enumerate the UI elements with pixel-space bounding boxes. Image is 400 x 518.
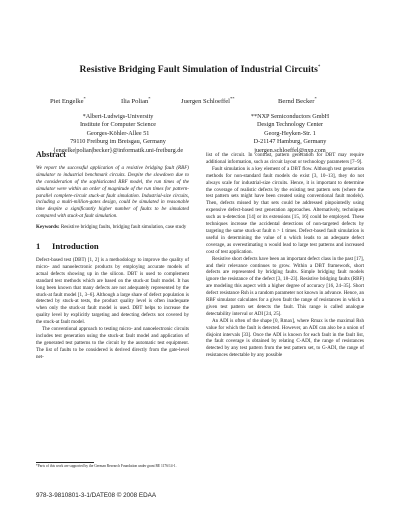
abstract-heading: Abstract (36, 150, 66, 159)
body-paragraph: Fault simulation is a key element of a DBT flow. Although test generation methods for non-standard fault models do exist [3, 10–13], they do not always scale for industrial-size circuits. Hence, it is important to determine the coverage of realistic defects by the existing test pattern sets (where the test pattern sets might have been created using conventional fault models). Then, defects missed by that sets could be addressed pinpointedly using expensive defect-based test generation approaches. Alternatively, techniques such as n-detection [14] or its extensions [15, 16] could be employed. These techniques increase the accidental detections of non-targeted defects by targeting the same stuck-at fault n > 1 times. Defect-based fault simulation is useful in determining the value of n which leads to an adequate defect coverage, as overestimating n would lead to large test patterns and increased cost of test application. (206, 165, 364, 255)
affiliation-freiburg (28, 113, 208, 155)
affiliation-line: D-21147 Hamburg, Germany (253, 138, 327, 146)
author: Juergen Schloeffel** (181, 96, 235, 106)
author: Ilia Polian* (121, 96, 151, 106)
affiliation-line: Institute for Computer Science (79, 121, 157, 129)
affiliation-line: Georges-Köhler-Allee 51 (86, 129, 150, 137)
page-footer: 978-3-9810801-3-1/DATE08 © 2008 EDAA (36, 492, 157, 499)
footnote: *Parts of this work are supported by the German Research Foundation under grant BE 1176/14-1. (36, 464, 177, 468)
body-paragraph: list of the circuit. In contrast, pattern generation for DBT may require additional information, such as circuit layout or technology parameters [7–9]. (206, 152, 364, 165)
affiliation-line: *Albert-Ludwigs-University (82, 113, 154, 120)
intro-paragraph: The conventional approach to testing micro- and nanoelectronic circuits includes test generation using the stuck-at fault model and application of the generated test patterns to the circuit by the automatic test equipment. The list of faults to be considered is derived directly from the gate-level net- (36, 326, 189, 360)
left-column (36, 152, 189, 361)
affiliation-email: {engelke|polian|becker}@informatik.uni-freiburg.de (52, 146, 184, 154)
body-paragraph: An ADI is often of the shape [0, Rmax], where Rmax is the maximal Rsh value for which the fault is detected. However, an ADI can also be a union of disjoint intervals [33]. Once the ADI is known for each fault in the fault list, the fault coverage is obtained by relating C-ADI, the range of resistances detected by any test pattern from the test pattern set, to G-ADI, the range of resistances detectable by any possible (206, 317, 364, 359)
section-heading-introduction (36, 243, 189, 250)
affiliation-line: **NXP Semiconductors GmbH (250, 113, 330, 120)
affiliation-line: 79110 Freiburg im Breisgau, Germany (70, 138, 166, 146)
intro-paragraph: Defect-based test (DBT) [1, 2] is a methodology to improve the quality of micro- and nanoelectronic products by employing accurate models of actual defects showing up in the silicon. DBT is used to complement standard test methods which are based on the stuck-at fault model. It has long been known that many defects are not adequately represented by the stuck-at fault model [1, 3–6]. Although a large share of defect population is detected by stuck-at tests, the product quality level is often inadequate when only the stuck-at fault model is used. DBT helps to increase the quality level by explicitly targeting and detecting defects not covered by the stuck-at fault model. (36, 256, 189, 326)
section-title: Introduction (52, 241, 99, 252)
footnote-rule (36, 462, 94, 463)
affiliation-email: juergen.schloeffel@nxp.com (254, 146, 326, 154)
affiliation-line: Design Technology Center (256, 121, 324, 129)
title-footnote-mark: * (317, 64, 321, 70)
abstract-text: We report the successful application of a resistive bridging fault (RBF) simulator to industrial benchmark circuits. Despite the slowdown due to the consideration of the sophisticated RBF model, the run times of the simulator were within an order of magnitude of the run times for pattern-parallel complete-circuit stuck-at fault simulation. Industrial-size circuits, including a multi-million-gates design, could be simulated in reasonable time despite a significantly higher number of faults to be simulated compared with stuck-at fault simulation. (36, 164, 189, 220)
keywords-text: Resistive bridging faults, bridging fault simulation, case study (60, 224, 187, 231)
affiliation-line: Georg-Heyken-Str. 1 (264, 129, 316, 137)
paper-title (20, 64, 380, 75)
author: Bernd Becker* (278, 96, 317, 106)
section-number: 1 (36, 241, 41, 252)
paper-title-text: Resistive Bridging Fault Simulation of Industrial Circuits (79, 64, 318, 75)
right-column (206, 152, 364, 359)
keywords-label: Keywords: (36, 224, 60, 231)
author: Piet Engelke* (50, 96, 86, 106)
body-paragraph: Resistive short defects have been an important defect class in the past [17], and their relevance continues to grow. Within a DBT framework, short defects are represented by bridging faults. Simple bridging fault models ignore the resistance of the defect [3, 18–23]. Resistive bridging faults (RBF) are modeling this aspect with a higher degree of accuracy [16, 24–35]. Short defect resistance Rsh is a random parameter not known in advance. Hence, an RBF simulator calculates for a given fault the range of resistances in which a given test pattern set detects the fault. This range is called analogue detectability interval or ADI [24, 25]. (206, 255, 364, 317)
keywords (36, 224, 189, 231)
affiliation-nxp (215, 113, 365, 155)
